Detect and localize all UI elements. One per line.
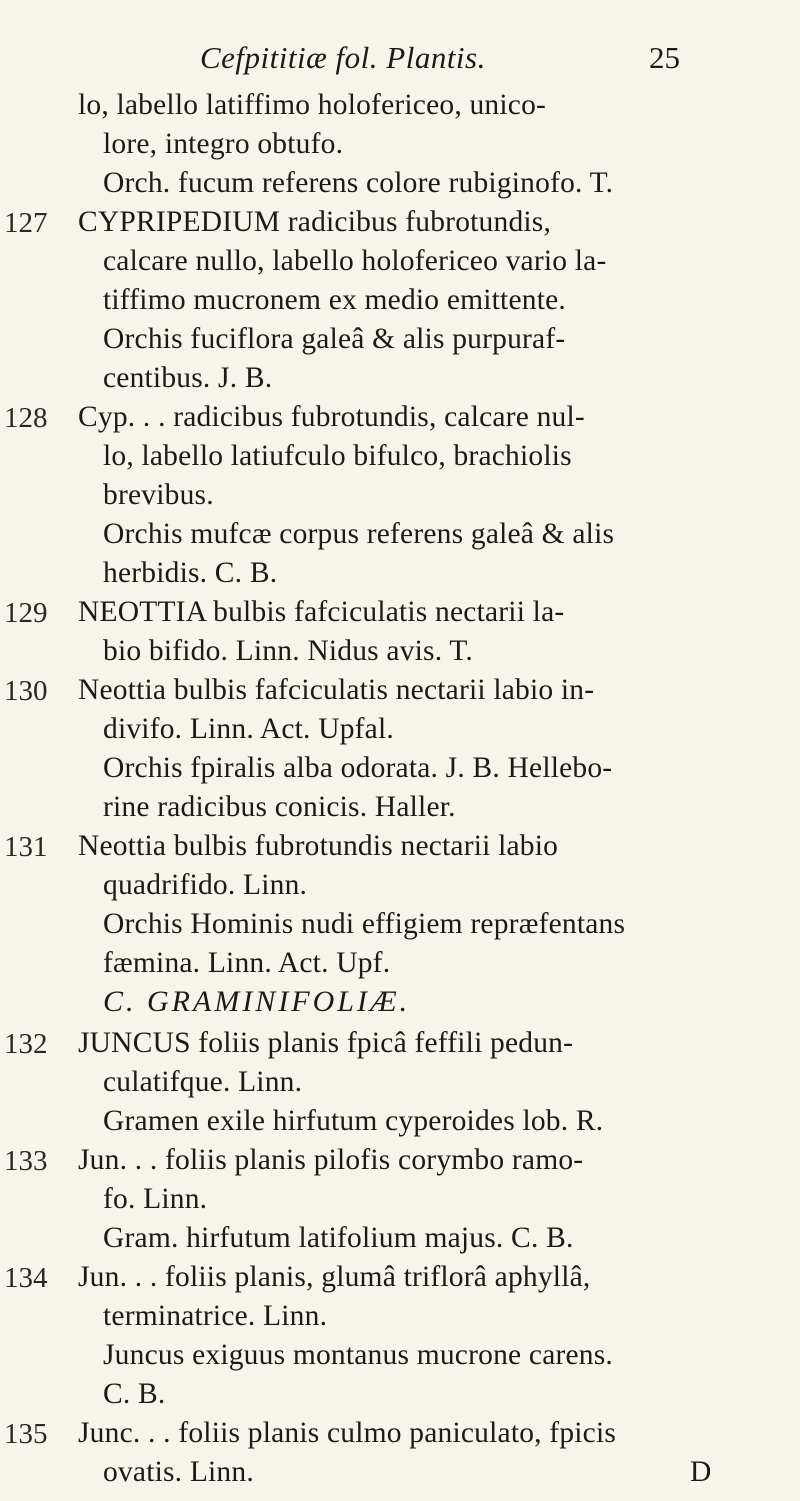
- text-line: C. B.: [103, 1378, 166, 1410]
- text-line: fæmina. Linn. Act. Upf.: [103, 947, 391, 979]
- text-line: quadrifido. Linn.: [103, 869, 308, 901]
- entry-number: 131: [4, 831, 48, 863]
- text-line: Junc. . . foliis planis culmo paniculato, fpicis: [78, 1417, 617, 1449]
- text-line: brevibus.: [103, 479, 214, 511]
- entry-number: 134: [4, 1262, 48, 1294]
- text-line: Gramen exile hirfutum cyperoides lob. R.: [103, 1105, 604, 1137]
- entry-number: 128: [4, 402, 48, 434]
- text-line: ovatis. Linn.: [103, 1456, 254, 1488]
- text-line: Neottia bulbis fubrotundis nectarii labio: [78, 830, 559, 862]
- entry-number: 133: [4, 1145, 48, 1177]
- text-line: Orch. fucum referens colore rubiginofo. T.: [103, 167, 614, 199]
- text-line: Jun. . . foliis planis, glumâ triflorâ aphyllâ,: [78, 1261, 591, 1293]
- entry-number: 129: [4, 597, 48, 629]
- entry-number: 127: [4, 207, 48, 239]
- text-line: lore, integro obtufo.: [103, 128, 344, 160]
- text-line: divifo. Linn. Act. Upfal.: [103, 713, 394, 745]
- text-line: lo, labello latiffimo holofericeo, unico-: [78, 89, 547, 121]
- text-line: CYPRIPEDIUM radicibus fubrotundis,: [78, 206, 552, 238]
- text-line: Gram. hirfutum latifolium majus. C. B.: [103, 1222, 574, 1254]
- text-line: lo, labello latiufculo bifulco, brachiolis: [103, 440, 572, 472]
- page-number: 25: [649, 40, 680, 75]
- text-line: NEOTTIA bulbis fafciculatis nectarii la-: [78, 596, 565, 628]
- running-title: Cefpititiæ fol. Plantis.: [200, 40, 486, 75]
- entry-number: 135: [4, 1418, 48, 1450]
- section-heading: C. GRAMINIFOLIÆ.: [103, 985, 411, 1018]
- text-line: bio bifido. Linn. Nidus avis. T.: [103, 635, 473, 667]
- text-line: Jun. . . foliis planis pilofis corymbo ramo-: [78, 1144, 584, 1176]
- page-header: [200, 40, 680, 90]
- text-line: fo. Linn.: [103, 1183, 208, 1215]
- text-line: Neottia bulbis fafciculatis nectarii labio in-: [78, 674, 595, 706]
- text-line: Cyp. . . radicibus fubrotundis, calcare nul-: [78, 401, 585, 433]
- text-line: herbidis. C. B.: [103, 557, 278, 589]
- text-line: centibus. J. B.: [103, 362, 273, 394]
- text-line: culatifque. Linn.: [103, 1066, 303, 1098]
- text-line: Orchis fpiralis alba odorata. J. B. Hellebo-: [103, 752, 613, 784]
- text-line: Orchis fuciflora galeâ & alis purpuraf-: [103, 323, 566, 355]
- signature-mark: D: [690, 1456, 712, 1488]
- text-line: terminatrice. Linn.: [103, 1300, 328, 1332]
- text-line: calcare nullo, labello holofericeo vario la-: [103, 245, 607, 277]
- text-line: JUNCUS foliis planis fpicâ feffili pedun-: [78, 1027, 574, 1059]
- text-line: Orchis Hominis nudi effigiem repræfentans: [103, 908, 626, 940]
- text-line: rine radicibus conicis. Haller.: [103, 791, 456, 823]
- text-line: Juncus exiguus montanus mucrone carens.: [103, 1339, 614, 1371]
- text-line: Orchis mufcæ corpus referens galeâ & alis: [103, 518, 615, 550]
- entry-number: 130: [4, 675, 48, 707]
- entry-number: 132: [4, 1028, 48, 1060]
- text-line: tiffimo mucronem ex medio emittente.: [103, 284, 566, 316]
